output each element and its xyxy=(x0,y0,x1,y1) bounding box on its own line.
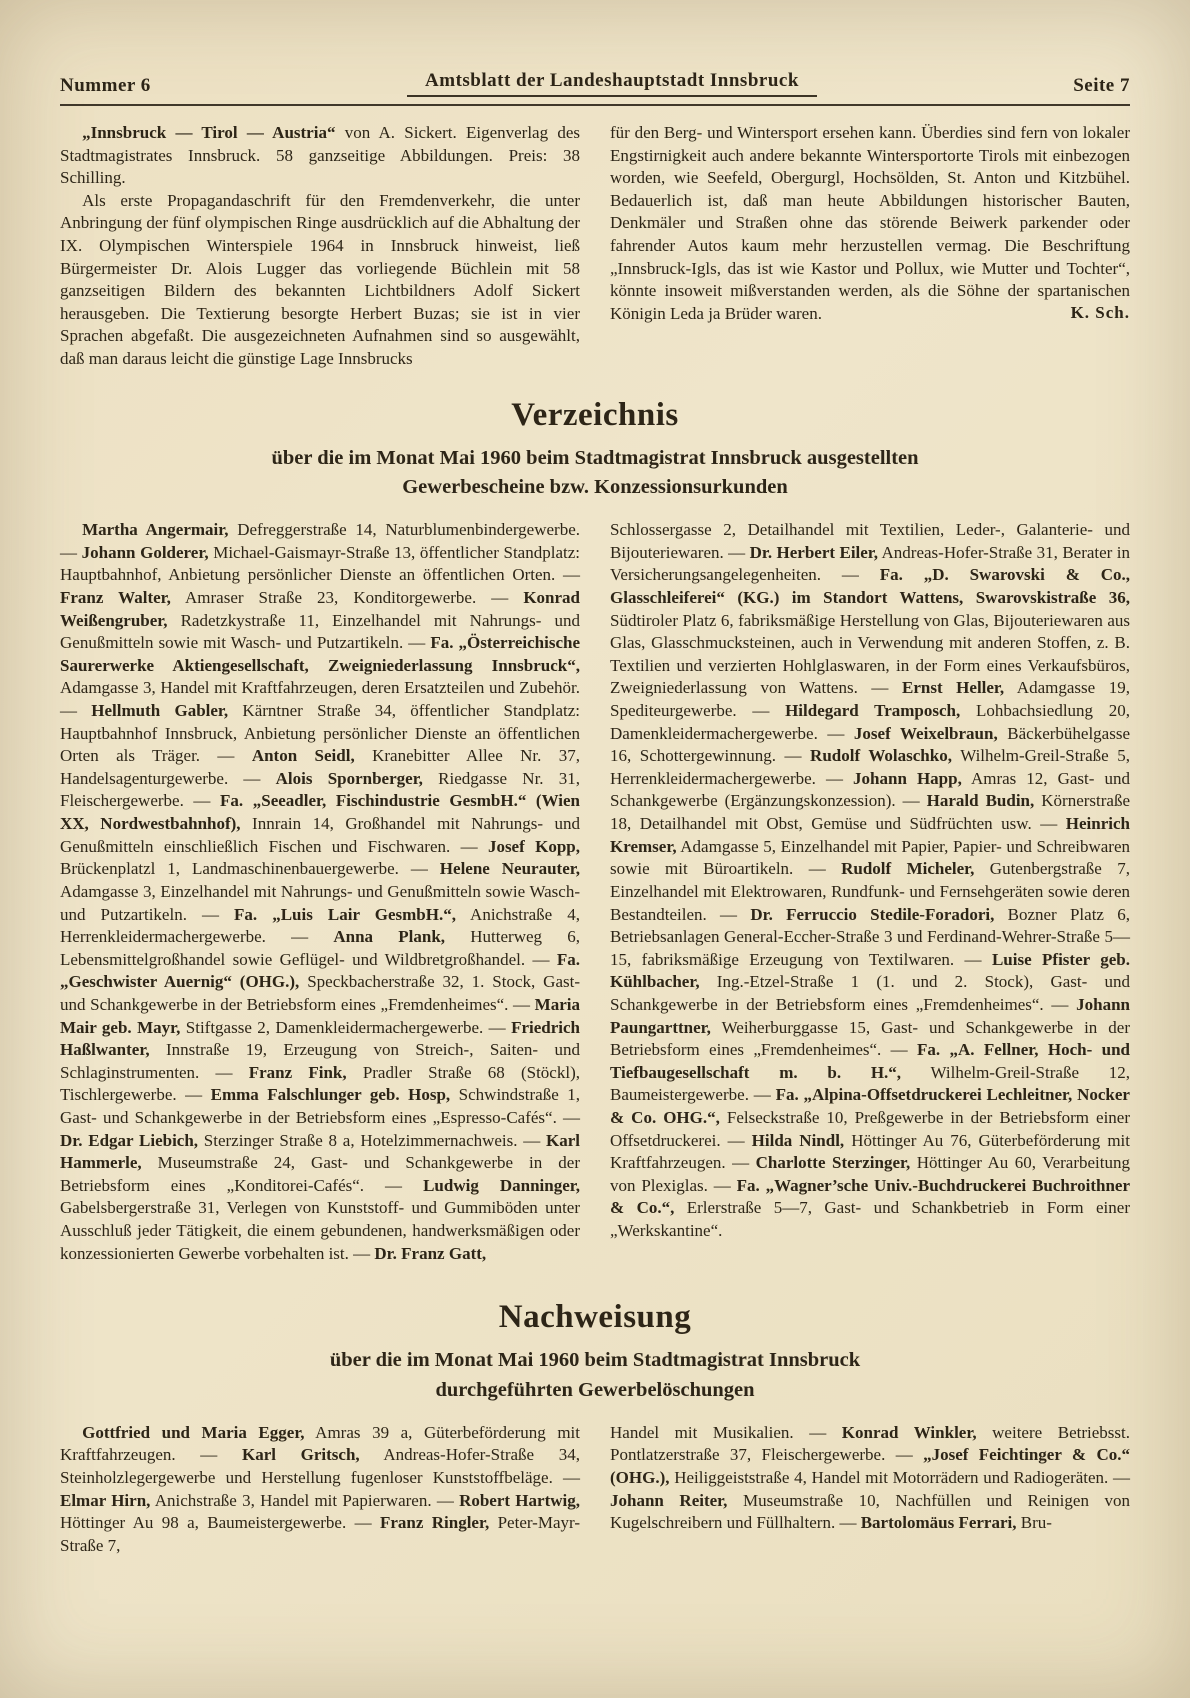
entry-text: Höttinger Au 98 a, Baumeistergewerbe. — xyxy=(60,1513,380,1533)
entry-text: Brückenplatzl 1, Landmaschinenbauergewerbe. — xyxy=(60,859,440,879)
paragraph xyxy=(60,122,580,190)
entry-text: weitere Betriebsst. Pontlatzerstraße 37, Fleischergewerbe. — xyxy=(610,1422,1130,1465)
entry-name: Ernst Heller, xyxy=(901,678,1005,698)
review-right-text xyxy=(610,122,1130,325)
entry-name: Anna Plank, xyxy=(333,927,446,947)
entry-name: Charlotte Sterzinger, xyxy=(755,1153,911,1173)
verzeichnis-subtitle xyxy=(60,444,1130,503)
verzeichnis-section xyxy=(60,519,1130,1265)
entry-text: Adamgasse 3, Handel mit Kraftfahrzeugen, deren Ersatzteilen und Zubehör. — xyxy=(60,678,580,721)
issue-number: Nummer 6 xyxy=(60,75,151,96)
entry-name: Hellmuth Gabler, xyxy=(91,701,229,721)
entry-name: Konrad Winkler, xyxy=(841,1422,977,1442)
entry-text: Gutenbergstraße 7, Einzelhandel mit Elektrowaren, Rundfunk- und Fernsehgeräten sowie deren Bestandteilen. — xyxy=(610,859,1130,924)
entry-name: Dr. Franz Gatt, xyxy=(374,1243,487,1263)
entry-text: Bozner Platz 6, Betriebsanlagen General-Eccher-Straße 3 und Ferdinand-Wehrer-Straße 5—15, fabriksmäßige Erzeugung von Textilwaren. — xyxy=(610,904,1130,969)
entry-text: Amras 39 a, Güterbeförderung mit Kraftfahrzeugen. — xyxy=(60,1422,580,1465)
entry-text: Speckbacherstraße 32, 1. Stock, Gast- und Schankgewerbe in der Betriebsform eines „Fremdenheimes“. — xyxy=(60,972,581,1014)
entry-name: Hildegard Tramposch, xyxy=(785,701,961,721)
entry-name: Dr. Edgar Liebich, xyxy=(60,1130,199,1150)
review-left-column xyxy=(60,122,580,371)
entry-name: Karl Hammerle, xyxy=(60,1130,580,1173)
entry-text: Adamgasse 3, Einzelhandel mit Nahrungs- und Genußmitteln sowie Wasch- und Putzartikeln. — xyxy=(60,881,580,924)
verzeichnis-subtitle-line1: über die im Monat Mai 1960 beim Stadtmagistrat Innsbruck ausgestellten xyxy=(271,446,919,469)
entry-name: Hilda Nindl, xyxy=(751,1130,845,1150)
entry-text: Andreas-Hofer-Straße 31, Berater in Versicherungsangelegenheiten. — xyxy=(610,542,1130,585)
entry-name: Dr. Ferruccio Stedile-Foradori, xyxy=(750,904,995,924)
nachweisung-left-column xyxy=(60,1422,580,1558)
paragraph xyxy=(60,1422,580,1558)
entry-name: Bartolomäus Ferrari, xyxy=(860,1513,1017,1533)
paragraph xyxy=(610,1422,1130,1535)
entry-text: Höttinger Au 60, Verarbeitung von Plexiglas. — xyxy=(610,1153,1131,1195)
entry-text: Stiftgasse 2, Damenkleidermachergewerbe. — xyxy=(180,1017,512,1037)
verzeichnis-subtitle-line2: Gewerbescheine bzw. Konzessionsurkunden xyxy=(402,476,788,499)
entry-name: Luise Pfister geb. Kühlbacher, xyxy=(610,949,1130,992)
entry-name: Rudolf Wolaschko, xyxy=(810,746,952,766)
entry-text: Pradler Straße 68 (Stöckl), Tischlergewerbe. — xyxy=(60,1062,580,1105)
entry-text: Adamgasse 19, Spediteurgewerbe. — xyxy=(610,678,1130,721)
entry-name: „Innsbruck — Tirol — Austria“ xyxy=(82,123,336,142)
entry-text: Radetzkystraße 11, Einzelhandel mit Nahrungs- und Genußmitteln sowie mit Wasch- und Putzartikeln. — xyxy=(60,610,580,653)
entry-text: Sterzinger Straße 8 a, Hotelzimmernachweis. — xyxy=(198,1130,546,1150)
entry-text: Museumstraße 10, Nachfüllen und Reinigen von Kugelschreibern und Füllhaltern. — xyxy=(610,1490,1130,1533)
entry-text: Museumstraße 24, Gast- und Schankgewerbe in der Betriebsform eines „Konditorei-Cafés“. — xyxy=(60,1153,580,1195)
entry-text: Wilhelm-Greil-Straße 5, Herrenkleidermachergewerbe. — xyxy=(610,746,1130,788)
entry-name: Heinrich Kremser, xyxy=(610,814,1130,856)
entry-text: Heiliggeiststraße 4, Handel mit Motorrädern und Radiogeräten. — xyxy=(669,1467,1130,1487)
entry-text: Schwindstraße 1, Gast- und Schankgewerbe in der Betriebsform eines „Espresso-Cafés“. — xyxy=(60,1085,581,1127)
entry-name: Johann Reiter, xyxy=(610,1490,728,1510)
entry-text: Als erste Propagandaschrift für den Fremdenverkehr, die unter Anbringung der fünf olympischen Ringe ausdrücklich auf die Abhaltung der IX. Olympischen Winterspiele 1964 in Innsbruck hinweist, ließ Bürgermeister Dr. Alois Lugger das vorliegende Büchlein mit 58 ganzseitigen Bildern des bekannten Lichtbildners Adolf Sickert herausgeben. Die Textierung besorgte Herbert Buzas; sie ist in vier Sprachen abgefaßt. Die ausgezeichneten Aufnahmen sind so ausgewählt, daß man daraus leicht die günstige Lage Innsbrucks xyxy=(60,190,580,369)
entry-text: Andreas-Hofer-Straße 34, Steinholzlegergewerbe und Herstellung fugenloser Kunststoffbeläge. — xyxy=(60,1445,581,1487)
entry-text: Ing.-Etzel-Straße 1 (1. und 2. Stock), Gast- und Schankgewerbe in der Betriebsform eines „Fremdenheimes“. — xyxy=(610,972,1130,1014)
entry-text: Amras 12, Gast- und Schankgewerbe (Ergänzungskonzession). — xyxy=(610,768,1130,811)
entry-name: Maria Mair geb. Mayr, xyxy=(60,994,580,1037)
entry-name: Josef Weixelbraun, xyxy=(853,723,998,743)
entry-name: Franz Ringler, xyxy=(379,1513,490,1533)
entry-text: Erlerstraße 5—7, Gast- und Schankbetrieb in Form einer „Werkskantine“. xyxy=(610,1198,1130,1241)
entry-text: Handel mit Musikalien. — xyxy=(610,1422,842,1442)
entry-name: Helene Neurauter, xyxy=(439,859,580,879)
entry-text: Bru- xyxy=(1016,1513,1052,1533)
entry-name: Franz Walter, xyxy=(60,587,171,607)
page-header xyxy=(60,70,1130,97)
entry-text: Schlossergasse 2, Detailhandel mit Textilien, Leder-, Galanterie- und Bijouteriewaren. — xyxy=(610,520,1130,562)
entry-text: Höttinger Au 76, Güterbeförderung mit Kraftfahrzeugen. — xyxy=(610,1130,1130,1173)
entry-name: Emma Falschlunger geb. Hosp, xyxy=(210,1085,451,1105)
verzeichnis-title: Verzeichnis xyxy=(511,396,679,433)
review-signature: K. Sch. xyxy=(1070,303,1130,323)
verzeichnis-right-column xyxy=(610,519,1130,1265)
entry-text: Defreggerstraße 14, Naturblumenbindergewerbe. — xyxy=(60,520,580,562)
entry-name: Fa. „Österreichische Saurerwerke Aktiengesellschaft, Zweigniederlassung Innsbruck“, xyxy=(60,633,580,675)
book-review-section xyxy=(60,122,1130,371)
entry-name: Josef Kopp, xyxy=(487,836,580,856)
entry-name: Ludwig Danninger, xyxy=(423,1175,580,1195)
journal-title: Amtsblatt der Landeshauptstadt Innsbruck xyxy=(407,70,817,97)
entry-name: Konrad Weißengruber, xyxy=(60,587,580,630)
entry-name: Fa. „A. Fellner, Hoch- und Tiefbaugesellschaft m. b. H.“, xyxy=(610,1040,1130,1082)
entry-name: Fa. „Geschwister Auernig“ (OHG.), xyxy=(60,949,580,992)
entry-text: Lohbachsiedlung 20, Damenkleidermachergewerbe. — xyxy=(610,701,1130,743)
entry-name: Anton Seidl, xyxy=(251,746,355,766)
entry-text: Südtiroler Platz 6, fabriksmäßige Herstellung von Glas, Bijouteriewaren aus Glas, Glasschmucksteinen, auch in Verwendung mit anderen Stoffen, z. B. Textilien und verzierten Hohlglaswaren, in der Form eines Verkaufsbüros, Zweigniederlassung von Wattens. — xyxy=(610,610,1130,698)
nachweisung-section xyxy=(60,1422,1130,1558)
entry-text: Michael-Gaismayr-Straße 13, öffentlicher Standplatz: Hauptbahnhof, Anbietung persönlicher Dienste an öffentlichen Orten. — xyxy=(60,542,580,585)
entry-text: Adamgasse 5, Einzelhandel mit Papier, Papier- und Schreibwaren sowie mit Büroartikeln. — xyxy=(610,836,1130,879)
entry-text: Riedgasse Nr. 31, Fleischergewerbe. — xyxy=(60,768,581,811)
entry-name: Martha Angermair, xyxy=(82,520,229,540)
entry-name: Fa. „Alpina-Offsetdruckerei Lechleitner, Nocker & Co. OHG.“, xyxy=(610,1085,1130,1127)
entry-text: Kärntner Straße 34, öffentlicher Standplatz: Hauptbahnhof Innsbruck, Anbietung persönlicher Dienste an öffentlichen Orten als Träger. — xyxy=(60,701,580,766)
entry-name: Dr. Herbert Eiler, xyxy=(749,542,879,562)
entry-text: Bäckerbühelgasse 16, Schottergewinnung. — xyxy=(610,723,1130,766)
review-right-column xyxy=(610,122,1130,371)
nachweisung-right-column xyxy=(610,1422,1130,1558)
entry-text: Felseckstraße 10, Preßgewerbe in der Betriebsform einer Offsetdruckerei. — xyxy=(610,1107,1131,1150)
paragraph xyxy=(610,519,1130,1243)
entry-text: Wilhelm-Greil-Straße 12, Baumeistergewerbe. — xyxy=(610,1062,1130,1105)
entry-name: „Josef Feichtinger & Co.“ (OHG.), xyxy=(610,1445,1130,1487)
entry-name: Friedrich Haßlwanter, xyxy=(60,1017,580,1060)
entry-name: Johann Happ, xyxy=(853,768,962,788)
paragraph xyxy=(60,519,580,1265)
paragraph xyxy=(60,190,580,371)
entry-text: Anichstraße 4, Herrenkleidermachergewerbe. — xyxy=(60,904,580,947)
entry-name: Alois Spornberger, xyxy=(275,768,423,788)
entry-name: Johann Paungarttner, xyxy=(610,994,1130,1037)
page-number: Seite 7 xyxy=(1073,75,1130,96)
entry-name: Johann Golderer, xyxy=(81,542,209,562)
entry-name: Franz Fink, xyxy=(248,1062,347,1082)
entry-text: Innstraße 19, Erzeugung von Streich-, Saiten- und Schlaginstrumenten. — xyxy=(60,1040,580,1082)
entry-name: Gottfried und Maria Egger, xyxy=(82,1422,305,1442)
entry-text: von A. Sickert. Eigenverlag des Stadtmagistrates Innsbruck. 58 ganzseitige Abbildungen. Preis: 38 Schilling. xyxy=(60,123,581,188)
nachweisung-subtitle xyxy=(60,1346,1130,1405)
entry-name: Harald Budin, xyxy=(926,791,1035,811)
verzeichnis-left-column xyxy=(60,519,580,1265)
entry-text: Körnerstraße 18, Detailhandel mit Obst, Gemüse und Südfrüchten usw. — xyxy=(610,791,1131,834)
entry-name: Robert Hartwig, xyxy=(459,1490,580,1510)
entry-text: Peter-Mayr-Straße 7, xyxy=(60,1513,580,1555)
nachweisung-subtitle-line1: über die im Monat Mai 1960 beim Stadtmagistrat Innsbruck xyxy=(329,1349,861,1372)
paragraph xyxy=(610,122,1130,325)
entry-text: Amraser Straße 23, Konditorgewerbe. — xyxy=(170,587,524,607)
entry-text: Hutterweg 6, Lebensmittelgroßhandel sowie Geflügel- und Wildbretgroßhandel. — xyxy=(60,927,580,969)
entry-name: Fa. „D. Swarovski & Co., Glasschleiferei“ (KG.) im Standort Wattens, Swarovskistraße 36, xyxy=(610,565,1130,607)
entry-text: Innrain 14, Großhandel mit Nahrungs- und Genußmitteln einschließlich Fischen und Fischwaren. — xyxy=(60,814,580,856)
entry-name: Karl Gritsch, xyxy=(241,1445,360,1465)
nachweisung-title: Nachweisung xyxy=(498,1299,692,1336)
entry-text: Weiherburggasse 15, Gast- und Schankgewerbe in der Betriebsform eines „Fremdenheimes“. — xyxy=(610,1017,1130,1060)
entry-name: Fa. „Seeadler, Fischindustrie GesmbH.“ (Wien XX, Nordwestbahnhof), xyxy=(60,791,580,834)
entry-name: Fa. „Wagner’sche Univ.-Buchdruckerei Buchroithner & Co.“, xyxy=(610,1175,1130,1218)
entry-name: Fa. „Luis Lair GesmbH.“, xyxy=(234,904,456,924)
header-divider xyxy=(60,104,1130,106)
entry-text: Anichstraße 3, Handel mit Papierwaren. — xyxy=(150,1490,460,1510)
entry-text: Gabelsbergerstraße 31, Verlegen von Kunststoff- und Gummiböden unter Ausschluß jeder Tätigkeit, die einem gebundenen, handwerksmäßigen oder konzessionierten Gewerbe vorbehalten ist. — xyxy=(60,1198,580,1263)
nachweisung-subtitle-line2: durchgeführten Gewerbelöschungen xyxy=(435,1378,755,1401)
entry-text: für den Berg- und Wintersport ersehen kann. Überdies sind fern von lokaler Engstirnigkeit auch andere bekannte Wintersportorte Tirols mit einbezogen worden, wie Seefeld, Obergurgl, Hochsölden, St. Anton und Kitzbühel. Bedauerlich ist, daß man heute Abbildungen historischer Bauten, Denkmäler und Straßen ohne das störende Beiwerk parkender oder fahrender Autos kaum mehr herzustellen vermag. Die Beschriftung „Innsbruck-Igls, das ist wie Kastor und Pollux, wie Mutter und Tochter“, könnte insoweit mißverstanden werden, als die Söhne der spartanischen Königin Leda ja Brüder waren. xyxy=(610,123,1130,323)
entry-name: Rudolf Micheler, xyxy=(841,859,975,879)
entry-text: Kranebitter Allee Nr. 37, Handelsagenturgewerbe. — xyxy=(60,746,581,788)
entry-name: Elmar Hirn, xyxy=(60,1490,151,1510)
